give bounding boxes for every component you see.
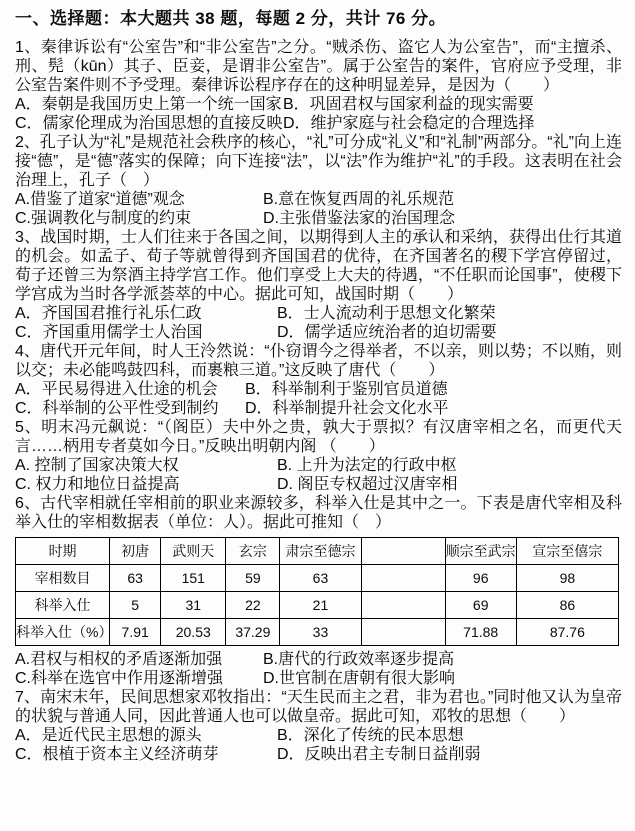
question-3-stem: 3、战国时期，士人们往来于各国之间，以期得到人主的承认和采纳，获得出仕行其道的机会。如孟子、荀子等就曾得到齐国国君的优待，在齐国著名的稷下学宫停留过，荀子还曾三为祭酒主持学宫工作。他们享受上大夫的待遇，“不任职而论国事”，使稷下学宫成为当时各学派荟萃的中心。据此可知，战国时期（ ） bbox=[15, 229, 622, 303]
question-5-option-a: A. 控制了国家决策大权 bbox=[15, 457, 179, 474]
table-cell: 96 bbox=[445, 565, 516, 592]
question-7-option-c: C．根植于资本主义经济萌芽 bbox=[15, 746, 219, 763]
table-cell: 63 bbox=[110, 565, 161, 592]
table-cell-empty bbox=[361, 565, 445, 592]
question-4-option-b: B．科举制利于鉴别官员道德 bbox=[245, 381, 448, 398]
table-cell: 87.76 bbox=[516, 619, 618, 646]
question-3-option-d: D．儒学适应统治者的迫切需要 bbox=[277, 324, 497, 341]
question-5-stem: 5、明末冯元飙说：“（阁臣）夫中外之贵，孰大于票拟？有汉唐宰相之名，而更代天言……柄用专者莫如今日。”反映出明朝内阁 （ ） bbox=[15, 419, 622, 455]
table-cell-empty bbox=[361, 592, 445, 619]
question-2-option-d: D.主张借鉴法家的治国理念 bbox=[263, 210, 456, 227]
table-cell: 69 bbox=[445, 592, 516, 619]
question-4-option-a: A．平民易得进入仕途的机会 bbox=[15, 381, 218, 398]
question-1-options-ab bbox=[15, 95, 622, 114]
question-6-option-b: B.唐代的行政效率逐步提高 bbox=[263, 651, 455, 668]
question-7-option-d: D．反映出君主专制日益削弱 bbox=[277, 746, 481, 763]
question-7-option-a: A．是近代民主思想的源头 bbox=[15, 727, 202, 744]
question-3-option-b: B．士人流动利于思想文化繁荣 bbox=[277, 305, 496, 322]
question-5 bbox=[15, 418, 622, 494]
question-4 bbox=[15, 342, 622, 418]
question-2-option-a: A.借鉴了道家“道德”观念 bbox=[15, 191, 185, 208]
table-cell: 86 bbox=[516, 592, 618, 619]
question-2-option-b: B.意在恢复西周的礼乐规范 bbox=[263, 191, 455, 208]
question-4-option-d: D．科举制提升社会文化水平 bbox=[245, 400, 449, 417]
question-7-stem: 7、南宋末年，民间思想家邓牧指出：“天生民而主之君，非为君也。”同时他又认为皇帝的状貌与普通人同，因此普通人也可以做皇帝。据此可知，邓牧的思想（ ） bbox=[15, 689, 622, 725]
question-5-option-d: D. 阁臣专权超过汉唐宰相 bbox=[277, 476, 458, 493]
question-1-option-b: B．巩固君权与国家利益的现实需要 bbox=[283, 96, 534, 113]
question-2-option-c: C.强调教化与制度的约束 bbox=[15, 210, 192, 227]
question-3-option-a: A．齐国国君推行礼乐仁政 bbox=[15, 305, 202, 322]
question-1-option-a: A．秦朝是我国历史上第一个统一国家 bbox=[15, 96, 282, 113]
question-6-option-d: D.世官制在唐朝有很大影响 bbox=[263, 670, 456, 687]
question-1-option-c: C．儒家伦理成为治国思想的直接反映 bbox=[15, 115, 283, 132]
table-cell: 7.91 bbox=[110, 619, 161, 646]
question-2-stem: 2、孔子认为“礼”是规范社会秩序的核心，“礼”可分成“礼义”和“礼制”两部分。“礼”向上连接“德”，是“德”落实的保障；向下连接“法”，以“法”作为维护“礼”的手段。这表明在社会治理上，孔子（ ） bbox=[15, 134, 622, 189]
question-2 bbox=[15, 133, 622, 228]
question-5-options-cd bbox=[15, 475, 622, 494]
table-header-cell: 时期 bbox=[16, 538, 110, 565]
section-title: 一、选择题：本大题共 38 题，每题 2 分，共计 76 分。 bbox=[15, 9, 447, 28]
table-cell: 151 bbox=[161, 565, 226, 592]
table-header-cell: 顺宗至武宗 bbox=[445, 538, 516, 565]
table-row bbox=[16, 592, 619, 619]
table-header-cell: 武则天 bbox=[161, 538, 226, 565]
question-3-options-cd bbox=[15, 323, 622, 342]
table-header-cell: 玄宗 bbox=[226, 538, 280, 565]
table-cell: 20.53 bbox=[161, 619, 226, 646]
question-5-option-c: C. 权力和地位日益提高 bbox=[15, 476, 180, 493]
table-row-label: 科举入仕 bbox=[16, 592, 110, 619]
table-cell: 63 bbox=[280, 565, 361, 592]
question-6-options-cd bbox=[15, 669, 622, 688]
table-header-cell-empty bbox=[361, 538, 445, 565]
question-4-option-c: C．科举制的公平性受到制约 bbox=[15, 400, 219, 417]
question-6-options-ab bbox=[15, 650, 622, 669]
question-7-options-ab bbox=[15, 726, 622, 745]
table-cell: 59 bbox=[226, 565, 280, 592]
question-5-options-ab bbox=[15, 456, 622, 475]
question-6-option-c: C.科举在选官中作用逐渐增强 bbox=[15, 670, 224, 687]
question-3 bbox=[15, 228, 622, 342]
table-cell-empty bbox=[361, 619, 445, 646]
table-header-cell: 初唐 bbox=[110, 538, 161, 565]
table-row bbox=[16, 565, 619, 592]
question-4-options-cd bbox=[15, 399, 622, 418]
table-cell: 31 bbox=[161, 592, 226, 619]
table-header-cell: 肃宗至德宗 bbox=[280, 538, 361, 565]
question-2-options-ab bbox=[15, 190, 622, 209]
question-1-options-cd bbox=[15, 114, 622, 133]
table-header-row bbox=[16, 538, 619, 565]
table-row-label: 科举入仕（%） bbox=[16, 619, 110, 646]
question-5-option-b: B. 上升为法定的行政中枢 bbox=[277, 457, 457, 474]
question-4-stem: 4、唐代开元年间，时人王泠然说：“仆窃谓今之得举者，不以亲，则以势；不以贿，则以交；未必能鸣鼓四科，而裹粮三道。”这反映了唐代（ ） bbox=[15, 343, 622, 379]
question-6-option-a: A.君权与相权的矛盾逐渐加强 bbox=[15, 651, 223, 668]
question-1-option-d: D．维护家庭与社会稳定的合理选择 bbox=[283, 115, 535, 132]
question-6-stem: 6、古代宰相就任宰相前的职业来源较多，科举入仕是其中之一。下表是唐代宰相及科举入仕的宰相数据表（单位：人）。据此可推知（ ） bbox=[15, 495, 622, 531]
table-row bbox=[16, 619, 619, 646]
table-cell: 71.88 bbox=[445, 619, 516, 646]
table-header-cell: 宣宗至僖宗 bbox=[516, 538, 618, 565]
table-cell: 33 bbox=[280, 619, 361, 646]
question-7-options-cd bbox=[15, 745, 622, 764]
question-7-option-b: B．深化了传统的民本思想 bbox=[277, 727, 464, 744]
table-row-label: 宰相数目 bbox=[16, 565, 110, 592]
question-4-options-ab bbox=[15, 380, 622, 399]
table-cell: 37.29 bbox=[226, 619, 280, 646]
question-3-options-ab bbox=[15, 304, 622, 323]
question-6 bbox=[15, 494, 622, 688]
question-1 bbox=[15, 38, 622, 133]
question-2-options-cd bbox=[15, 209, 622, 228]
table-cell: 98 bbox=[516, 565, 618, 592]
question-7 bbox=[15, 688, 622, 764]
question-3-option-c: C．齐国重用儒学士人治国 bbox=[15, 324, 203, 341]
table-cell: 5 bbox=[110, 592, 161, 619]
tang-chancellor-table bbox=[15, 537, 619, 646]
table-cell: 21 bbox=[280, 592, 361, 619]
table-cell: 22 bbox=[226, 592, 280, 619]
question-1-stem: 1、秦律诉讼有“公室告”和“非公室告”之分。“贼杀伤、盗它人为公室告”，而“主擅杀、刑、髡（kūn）其子、臣妾，是谓非公室告”。属于公室告的案件，官府应予受理，非公室告案件则不予受理。秦律诉讼程序存在的这种明显差异，是因为（ ） bbox=[15, 39, 622, 94]
